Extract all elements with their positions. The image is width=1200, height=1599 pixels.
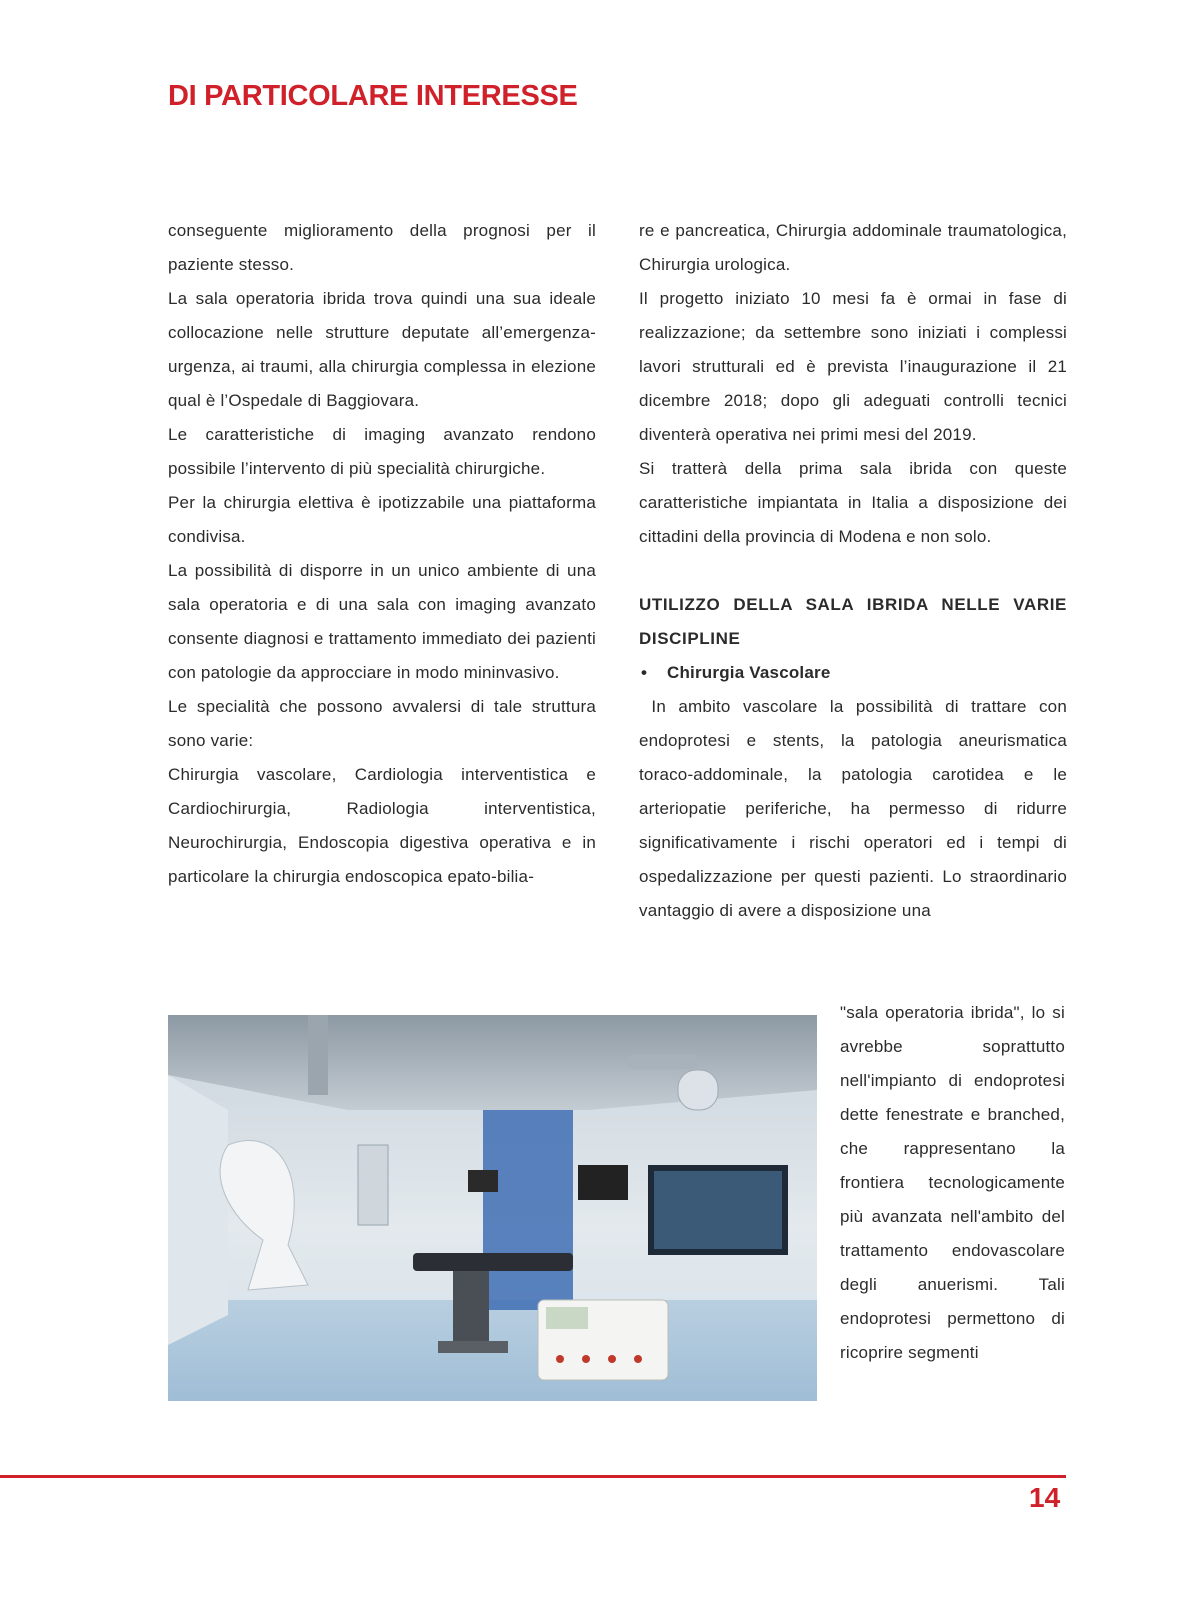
bullet-item	[639, 656, 1067, 690]
paragraph: Il progetto iniziato 10 mesi fa è ormai in fase di realizzazione; da settembre sono iniziati i complessi lavori strutturali ed è prevista l’inaugurazione il 21 dicembre 2018; dopo gli adeguati controlli tecnici diventerà operativa nei primi mesi del 2019.	[639, 289, 1067, 444]
paragraph: Per la chirurgia elettiva è ipotizzabile una piattaforma condivisa.	[168, 493, 596, 546]
section-header: DI PARTICOLARE INTERESSE	[168, 80, 578, 112]
paragraph: Si tratterà della prima sala ibrida con queste caratteristiche impiantata in Italia a disposizione dei cittadini della provincia di Modena e non solo.	[639, 459, 1067, 546]
wrapped-text-column	[840, 996, 1065, 1370]
paragraph: In ambito vascolare la possibilità di trattare con endoprotesi e stents, la patologia aneurismatica toraco-addominale, la patologia carotidea e le arteriopatie periferiche, ha permesso di ridurre significativamente i rischi operatori ed i tempi di ospedalizzazione per questi pazienti. Lo straordinario vantaggio di avere a disposizione una	[639, 697, 1072, 920]
paragraph: Le caratteristiche di imaging avanzato rendono possibile l’intervento di più specialità chirurgiche.	[168, 425, 596, 478]
left-column	[168, 214, 596, 894]
paragraph: "sala operatoria ibrida", lo si avrebbe soprattutto nell'impianto di endoprotesi dette fenestrate e branched, che rappresentano la frontiera tecnologicamente più avanzata nell'ambito del trattamento endovascolare degli anuerismi. Tali endoprotesi permettono di ricoprire segmenti	[840, 1003, 1065, 1362]
bullet-marker: •	[641, 663, 648, 682]
bullet-label: Chirurgia Vascolare	[667, 663, 831, 682]
right-column	[639, 214, 1072, 928]
page-number: 14	[1029, 1482, 1061, 1513]
paragraph: La sala operatoria ibrida trova quindi una sua ideale collocazione nelle strutture deputate all’emergenza- urgenza, ai traumi, alla chirurgia complessa in elezione qual è l’Ospedale di Baggiovara.	[168, 289, 596, 410]
paragraph: conseguente miglioramento della prognosi per il paziente stesso.	[168, 221, 596, 274]
paragraph: La possibilità di disporre in un unico ambiente di una sala operatoria e di una sala con imaging avanzato consente diagnosi e trattamento immediato dei pazienti con patologie da approcciare in modo mininvasivo.	[168, 561, 596, 682]
footer-rule	[0, 1475, 1066, 1478]
paragraph: re e pancreatica, Chirurgia addominale traumatologica, Chirurgia urologica.	[639, 221, 1067, 274]
paragraph: Chirurgia vascolare, Cardiologia interventistica e Cardiochirurgia, Radiologia interventistica, Neurochirurgia, Endoscopia digestiva operativa e in particolare la chirurgia endoscopica epato-bilia-	[168, 765, 596, 886]
hybrid-operating-room-photo	[168, 1015, 817, 1401]
subheading: UTILIZZO DELLA SALA IBRIDA NELLE VARIE DISCIPLINE	[639, 595, 1067, 648]
paragraph: Le specialità che possono avvalersi di tale struttura sono varie:	[168, 697, 596, 750]
